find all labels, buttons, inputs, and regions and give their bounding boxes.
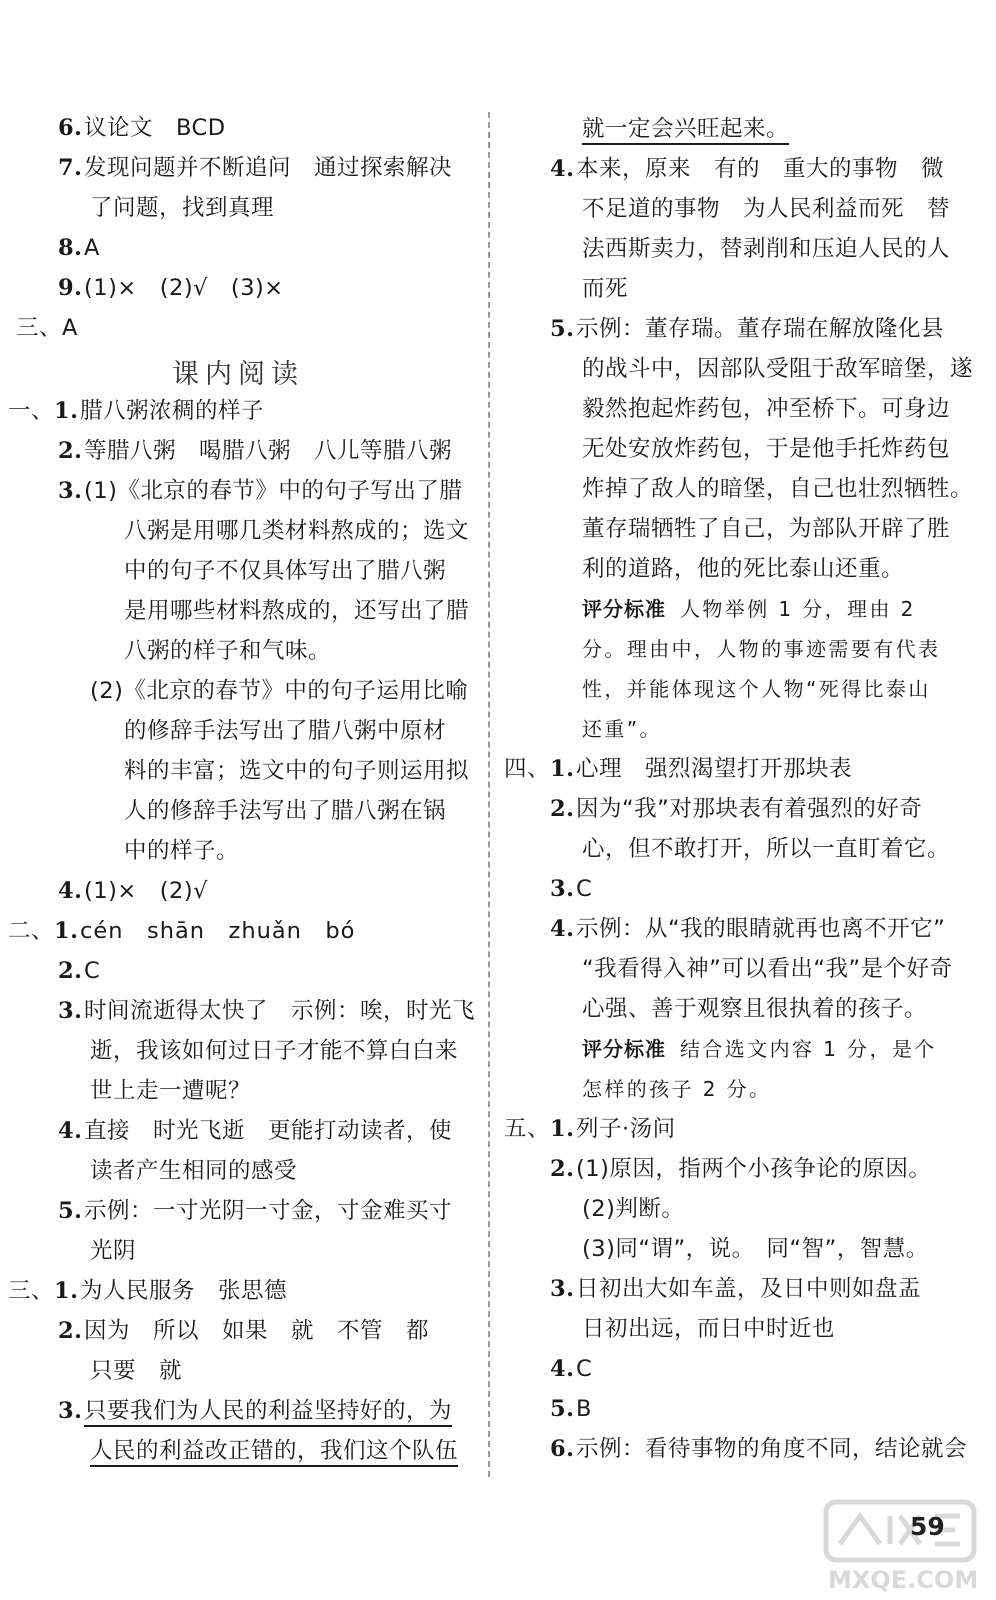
s3-answer-5-line: 董存瑞牺牲了自己，为部队开辟了胜 [582,516,951,542]
answer-7-cont: 了问题，找到真理 [90,195,275,221]
s3-answer-2: 2.因为 所以 如果 就 不管 都 [58,1318,430,1344]
s3-answer-4-line: 不足道的事物 为人民利益而死 替 [582,196,951,222]
s3-answer-5: 5.示例：董存瑞。董存瑞在解放隆化县 [550,316,945,342]
s1-answer-3-part2: (2)《北京的春节》中的句子运用比喻 [90,678,469,704]
s5-answer-3-line: 日初出远，而日中时近也 [582,1316,836,1342]
s3-answer-5-line: 的战斗中，因部队受阻于敌军暗堡，遂 [582,356,974,382]
site-watermark-logo [820,1496,980,1596]
answer-8: 8.A [58,235,100,261]
s3-answer-4-line: 而死 [582,276,629,302]
answer-6: 6.议论文 BCD [58,115,226,141]
column-divider [488,112,490,1477]
s3-answer-2-line: 只要 就 [90,1358,183,1384]
s3-answer-3-line: 人民的利益改正错的，我们这个队伍 [90,1434,458,1468]
page-number: 59 [910,1512,945,1541]
scoring-criteria: 评分标准 人物举例 1 分，理由 2 [582,597,916,621]
s3-answer-4: 4.本来，原来 有的 重大的事物 微 [550,156,945,182]
s5-answer-5: 5.B [550,1396,592,1422]
s2-answer-4-line: 读者产生相同的感受 [90,1158,298,1184]
s4-answer-2: 2.因为“我”对那块表有着强烈的好奇 [550,796,923,822]
answer-7: 7.发现问题并不断追问 通过探索解决 [58,155,453,181]
s5-answer-2-line: (3)同“谓”，说。 同“智”，智慧。 [582,1236,929,1262]
s1-answer-2: 2.等腊八粥 喝腊八粥 八儿等腊八粥 [58,438,453,464]
s5-answer-1: 五、1.列子·汤问 [504,1116,676,1142]
s3-answer-5-line: 毅然抱起炸药包，冲至桥下。可身边 [582,396,951,422]
scoring-criteria-line: 分。理由中，人物的事迹需要有代表 [582,637,941,661]
s2-answer-5-line: 光阴 [90,1238,137,1264]
s3-answer-4-line: 法西斯卖力，替剥削和压迫人民的人 [582,236,951,262]
s2-answer-2: 2.C [58,958,101,984]
s4-answer-4: 4.示例：从“我的眼睛就再也离不开它” [550,916,946,942]
s3-answer-3-end: 就一定会兴旺起来。 [582,112,789,146]
s2-answer-3-line: 世上走一遭呢？ [90,1078,252,1104]
s5-answer-3: 3.日初出大如车盖，及日中则如盘盂 [550,1276,922,1302]
s4-answer-3: 3.C [550,876,593,902]
section-heading: 课内阅读 [172,359,304,390]
s5-answer-2: 2.(1)原因，指两个小孩争论的原因。 [550,1156,932,1182]
watermark-text: MXQE.COM [828,1566,979,1594]
s1-answer-3-line: 人的修辞手法写出了腊八粥在锅 [124,798,447,824]
s1-answer-3-line: 八粥的样子和气味。 [124,638,332,664]
s1-answer-3-line: 是用哪些材料熬成的，还写出了腊 [124,598,470,624]
s3-answer-3: 3.只要我们为人民的利益坚持好的，为 [58,1394,452,1428]
scoring-criteria-line: 怎样的孩子 2 分。 [582,1077,772,1101]
scoring-criteria-line: 还重”。 [582,717,662,741]
answer-9: 9.(1)× (2)√ (3)× [58,275,284,301]
s5-answer-6: 6.示例：看待事物的角度不同，结论就会 [550,1436,968,1462]
s5-answer-4: 4.C [550,1356,593,1382]
s1-answer-1: 一、1.腊八粥浓稠的样子 [8,398,265,424]
s4-answer-4-line: “我看得入神”可以看出“我”是个好奇 [582,956,953,982]
s4-answer-4-line: 心强、善于观察且很执着的孩子。 [582,996,928,1022]
s4-answer-2-line: 心，但不敢打开，所以一直盯着它。 [582,836,951,862]
s1-answer-3-line: 中的样子。 [124,838,240,864]
s1-answer-4: 4.(1)× (2)√ [58,878,208,904]
s3-answer-5-line: 利的道路，他的死比泰山还重。 [582,556,905,582]
s1-answer-3-line: 八粥是用哪几类材料熬成的；选文 [124,518,470,544]
s4-answer-1: 四、1.心理 强烈渴望打开那块表 [504,756,853,782]
s2-answer-5: 5.示例：一寸光阴一寸金，寸金难买寸 [58,1198,453,1224]
s1-answer-3-line: 的修辞手法写出了腊八粥中原材 [124,718,447,744]
s1-answer-3: 3.(1)《北京的春节》中的句子写出了腊 [58,478,463,504]
s3-answer-5-line: 无处安放炸药包，于是他手托炸药包 [582,436,951,462]
scoring-criteria: 评分标准 结合选文内容 1 分，是个 [582,1037,937,1061]
s3-answer-5-line: 炸掉了敌人的暗堡，自己也壮烈牺牲。 [582,476,974,502]
s2-answer-3-line: 逝，我该如何过日子才能不算白白来 [90,1038,459,1064]
scoring-criteria-line: 性，并能体现这个人物“死得比泰山 [582,677,931,701]
s2-answer-1: 二、1.cén shān zhuǎn bó [8,918,356,944]
s2-answer-3: 3.时间流逝得太快了 示例：唉，时光飞 [58,998,476,1024]
s3-answer-1: 三、1.为人民服务 张思德 [8,1278,288,1304]
s1-answer-3-line: 料的丰富；选文中的句子则运用拟 [124,758,470,784]
s2-answer-4: 4.直接 时光飞逝 更能打动读者，使 [58,1118,453,1144]
s1-answer-3-line: 中的句子不仅具体写出了腊八粥 [124,558,447,584]
s5-answer-2-line: (2)判断。 [582,1196,685,1222]
section-3-answer: 三、A [16,315,78,341]
